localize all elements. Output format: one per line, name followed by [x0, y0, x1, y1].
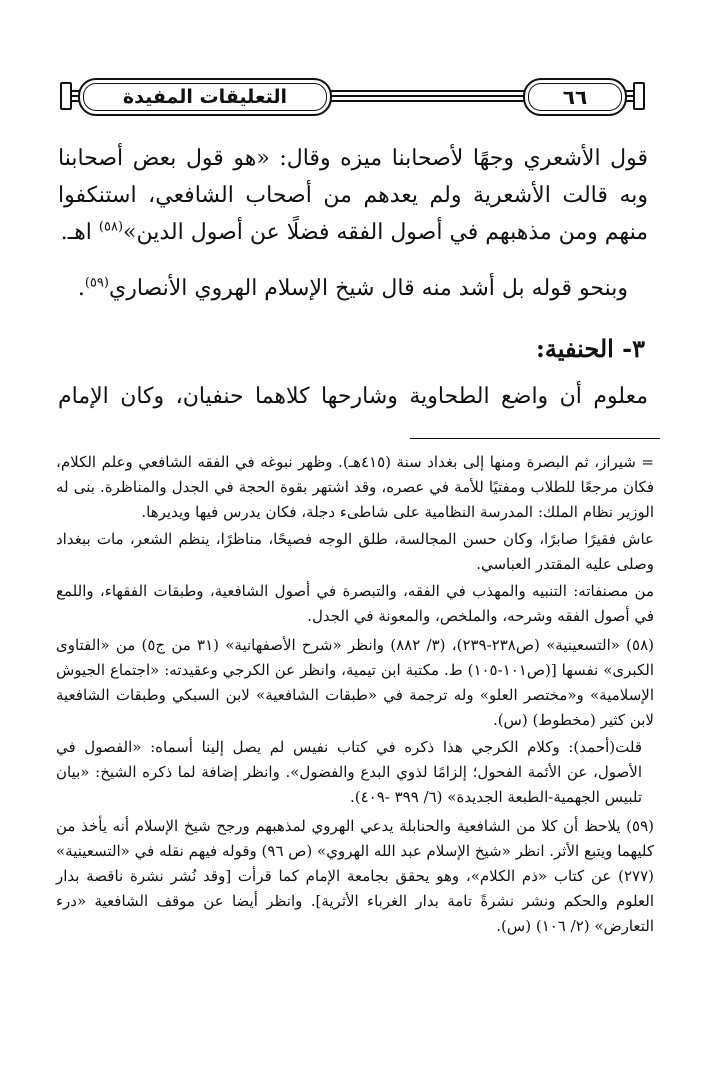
running-title: التعليقات المفيدة [122, 86, 288, 108]
header-end-cap [60, 82, 72, 110]
footnote-58-note: قلت(أحمد): وكلام الكرجي هذا ذكره في كتاب نفيس لم يصل إلينا أسماه: «الفصول في الأصول، عن الأئمة الفحول؛ إلزامًا لذوي البدع والفضول». وانظر إضافة لما ذكره الشيخ: «بيان تلبيس الجهمية-الطبعة الجديدة» (٦/ ٣٩٩ -٤٠٩). [56, 738, 642, 806]
page-header [60, 78, 645, 122]
page-number-frame [523, 78, 627, 116]
footnote-separator [410, 438, 660, 439]
main-paragraph-1 [58, 140, 648, 251]
footnote-continuation: من مصنفاته: التنبيه والمهذب في الفقه، والتبصرة في أصول الشافعية، وطبقات الفقهاء، واللمع في أصول الفقه وشرحه، والملخص، والمعونة في الجدل. [56, 582, 654, 625]
main-paragraph-2 [58, 270, 648, 307]
paragraph-tail: اهـ. [60, 220, 99, 245]
page-number: ٦٦ [562, 85, 588, 109]
paragraph-tail: . [77, 276, 85, 301]
main-paragraph-3 [58, 378, 648, 415]
footnote-59: (٥٩) يلاحظ أن كلا من الشافعية والحنابلة يدعي الهروي لمذهبهم ورجح شيخ الإسلام أنه يأخذ من كليهما ويتبع الأثر. انظر «شيخ الإسلام عبد الله الهروي» (ص ٩٦) وقوله فيهم نقله في «التسعينية» (٢٧٧) عن كتاب «ذم الكلام»، وهو يحقق بجامعة الإمام كما قرأت [وقد نُشر نشرة ناقصة بدار العلوم والحكم ونشر نشرةً تامة بدار الغرباء الأثرية]. وانظر أيضا عن موقف الشافعية «درء التعارض» (٢/ ١٠٦) (س). [56, 817, 654, 935]
footnote-ref-58[interactable]: (٥٨) [98, 219, 124, 235]
running-title-frame [78, 78, 332, 116]
footnote-continuation: = شيراز، ثم البصرة ومنها إلى بغداد سنة (٤١٥هـ). وظهر نبوغه في الفقه الشافعي وعلم الكلام، فكان مرجعًا للطلاب ومفتيًا للأمة في عصره، وقد اشتهر بقوة الحجة في الجدل والمناظرة. بنى له الوزير نظام الملك: المدرسة النظامية على شاطىء دجلة، فكان يدرس فيها ويديرها. [56, 453, 654, 521]
paragraph-text [58, 270, 648, 307]
paragraph-body: وبنحو قوله بل أشد منه قال شيخ الإسلام الهروي الأنصاري [108, 276, 628, 301]
footnote-58: (٥٨) «التسعينية» (ص٢٣٨-٢٣٩)، (٣/ ٨٨٢) وانظر «شرح الأصفهانية» (٣١ من ج٥) من «الفتاوى الكبرى» نفسها [(ص١٠١-١٠٥) ط. مكتبة ابن تيمية، وانظر عن الكرجي وعقيدته: «اجتماع الجيوش الإسلامية» و«مختصر العلو» وله ترجمة في «طبقات الشافعية» لابن السبكي وطبقات الشافعية لابن كثير (مخطوط) (س). [56, 636, 655, 729]
paragraph-text: معلوم أن واضع الطحاوية وشارحها كلاهما حنفيان، وكان الإمام [58, 384, 648, 409]
footnote-continuation: عاش فقيرًا صابرًا، وكان حسن المجالسة، طلق الوجه فصيحًا، مناظرًا، ينظم الشعر، مات ببغداد وصلى عليه المقتدر العباسي. [56, 530, 654, 573]
footnote-ref-59[interactable]: (٥٩) [84, 275, 109, 291]
header-end-cap [633, 82, 645, 110]
paragraph-text [58, 140, 648, 251]
footnotes [56, 450, 654, 941]
section-heading: ٣- الحنفية: [535, 334, 645, 363]
paragraph-body: قول الأشعري وجهًا لأصحابنا ميزه وقال: «هو قول بعض أصحابنا وبه قالت الأشعرية ولم يعدهم من أصحاب الشافعي، استنكفوا منهم ومن مذهبهم في أصول الفقه فضلًا عن أصول الدين» [58, 146, 648, 245]
